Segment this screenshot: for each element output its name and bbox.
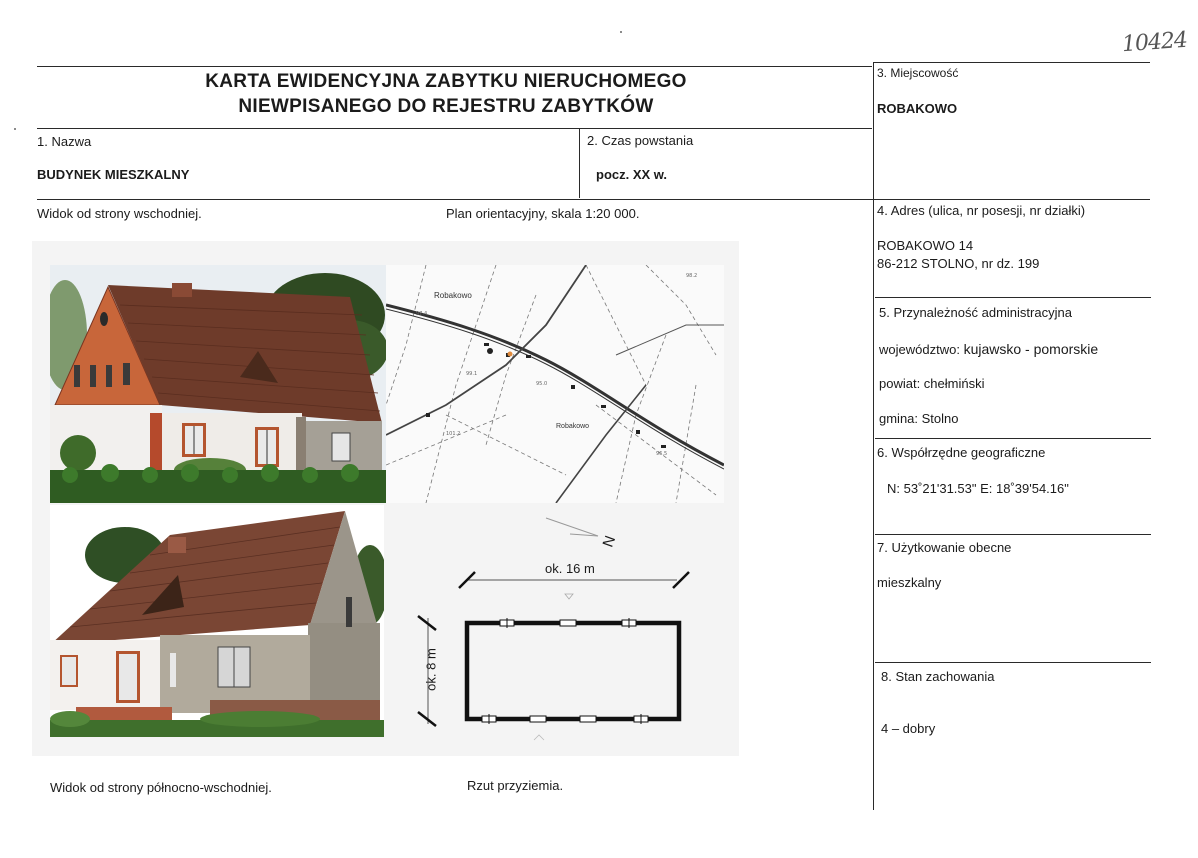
field-uzytkowanie-value: mieszkalny	[877, 575, 942, 590]
field-adres-line2: 86-212 STOLNO, nr dz. 199	[877, 256, 1040, 271]
card-title-line1: KARTA EWIDENCYJNA ZABYTKU NIERUCHOMEGO	[205, 71, 687, 92]
right-line-6	[875, 534, 1151, 535]
field-wspolrzedne-value: N: 53˚21'31.53" E: 18˚39'54.16"	[887, 481, 1069, 496]
floor-plan-marker-icon	[532, 732, 546, 742]
svg-text:99.1: 99.1	[466, 371, 478, 377]
right-line-4	[875, 297, 1151, 298]
field-adres-label: 4. Adres (ulica, nr posesji, nr działki)	[877, 203, 1086, 218]
field-wspolrzedne-label: 6. Współrzędne geograficzne	[877, 445, 1046, 460]
floor-plan-outline	[462, 618, 686, 728]
field-miejscowosc-label: 3. Miejscowość	[877, 66, 959, 80]
dimension-line-width	[455, 568, 695, 608]
caption-view-east: Widok od strony wschodniej.	[37, 206, 202, 221]
floor-plan-width-label: ok. 16 m	[545, 561, 595, 576]
field-stan-value: 4 – dobry	[881, 721, 936, 736]
nazwa-czas-divider	[579, 128, 580, 198]
svg-text:97.4: 97.4	[416, 311, 428, 317]
north-arrow-icon	[540, 510, 630, 555]
right-line-5	[875, 438, 1151, 439]
field-nazwa-label: 1. Nazwa	[37, 134, 92, 149]
scan-speck	[620, 31, 622, 33]
svg-text:95.0: 95.0	[536, 381, 548, 387]
right-line-7	[875, 662, 1151, 663]
field-wojewodztwo	[879, 341, 1098, 357]
caption-view-northeast: Widok od strony północno-wschodniej.	[50, 780, 272, 795]
field-adres-line1: ROBAKOWO 14	[877, 238, 974, 253]
header-bottom-line	[37, 128, 872, 129]
field-powiat: powiat: chełmiński	[879, 376, 985, 391]
handwritten-number: 10424	[1121, 27, 1188, 58]
svg-text:101.2: 101.2	[446, 431, 461, 437]
svg-text:98.2: 98.2	[686, 273, 698, 279]
floor-plan-depth-label: ok. 8 m	[423, 648, 439, 691]
map-label-robakowo-1: Robakowo	[434, 291, 472, 300]
photo-northeast-view	[50, 505, 384, 737]
field-nazwa-value: BUDYNEK MIESZKALNY	[37, 167, 190, 182]
orientation-map	[386, 265, 724, 503]
map-label-robakowo-2: Robakowo	[556, 423, 590, 430]
field-gmina: gmina: Stolno	[879, 411, 959, 426]
field-stan-label: 8. Stan zachowania	[881, 669, 995, 684]
border-top	[37, 66, 872, 67]
border-top-right	[873, 62, 1150, 63]
fields-bottom-line	[37, 199, 1150, 200]
field-czas-value: pocz. XX w.	[596, 167, 668, 182]
caption-plan: Plan orientacyjny, skala 1:20 000.	[446, 206, 640, 221]
field-uzytkowanie-label: 7. Użytkowanie obecne	[877, 540, 1012, 555]
caption-floor-plan: Rzut przyziemia.	[467, 778, 564, 793]
column-divider	[873, 62, 874, 810]
field-przynaleznosc-label: 5. Przynależność administracyjna	[879, 305, 1072, 320]
scan-speck	[14, 128, 16, 130]
svg-text:96.5: 96.5	[656, 451, 668, 457]
wojewodztwo-value: kujawsko - pomorskie	[963, 341, 1099, 357]
dimension-line-depth	[414, 612, 444, 732]
field-miejscowosc-value: ROBAKOWO	[877, 101, 958, 116]
north-label: N	[599, 533, 620, 550]
wojewodztwo-label: województwo:	[879, 342, 960, 357]
card-title-line2: NIEWPISANEGO DO REJESTRU ZABYTKÓW	[238, 96, 654, 117]
field-czas-label: 2. Czas powstania	[587, 133, 694, 148]
photo-east-view	[50, 265, 386, 503]
